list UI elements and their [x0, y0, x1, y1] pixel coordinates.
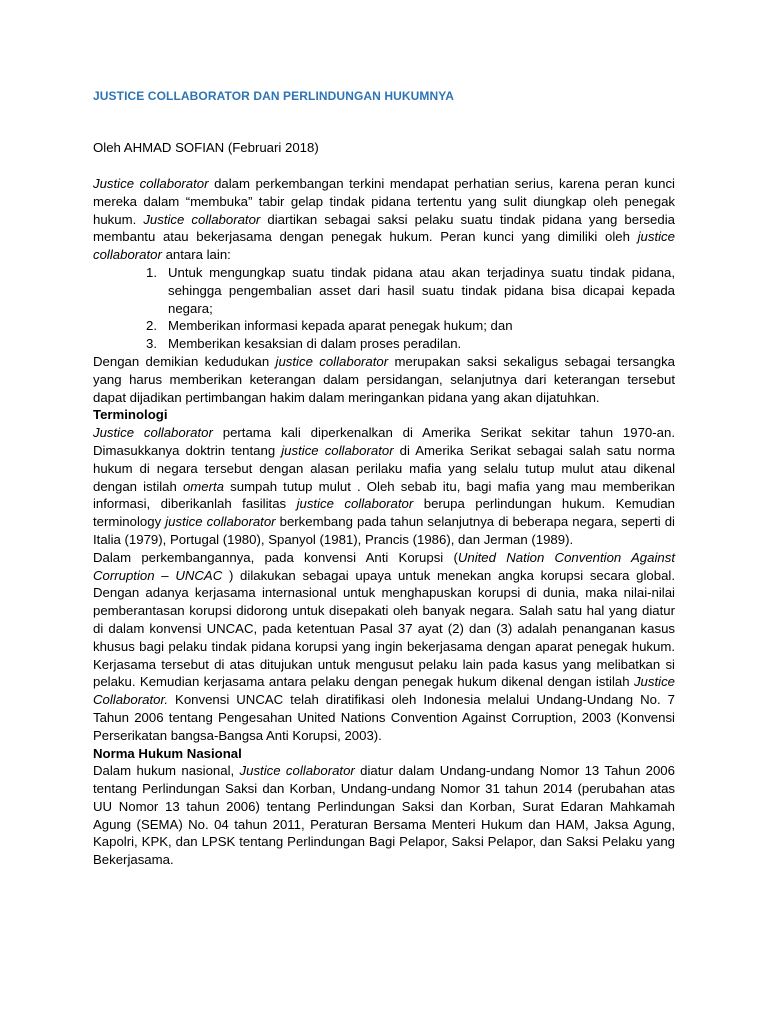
intro-paragraph: Justice collaborator dalam perkembangan terkini mendapat perhatian serius, karena peran kunci mereka dalam “membuka” tabir gelap tindak pidana tertentu yang sulit diungkap oleh penegak hukum. Justice collaborator diartikan sebagai saksi pelaku suatu tindak pidana yang bersedia membantu atau bekerjasama dengan penegak hukum. Peran kunci yang dimiliki oleh justice collaborator antara lain: [93, 176, 675, 263]
norma-paragraph-1: Dalam hukum nasional, Justice collaborator diatur dalam Undang-undang Nomor 13 Tahun 2006 tentang Perlindungan Saksi dan Korban, Undang-undang Nomor 31 tahun 2014 (perubahan atas UU Nomor 13 tahun 2006) tentang Perlindungan Saksi dan Korban, Surat Edaran Mahkamah Agung (SEMA) No. 04 tahun 2011, Peraturan Bersama Menteri Hukum dan HAM, Jaksa Agung, Kapolri, KPK, dan LPSK tentang Perlindungan Bagi Pelapor, Saksi Pelapor, dan Saksi Pelaku yang Bekerjasama. [93, 763, 675, 868]
after-list-paragraph: Dengan demikian kedudukan justice collaborator merupakan saksi sekaligus sebagai tersangka yang harus memberikan keterangan dalam persidangan, selanjutnya dari keterangan tersebut dapat dijadikan pertimbangan hakim dalam meringankan pidana yang akan dijatuhkan. [93, 353, 675, 405]
document-body [93, 175, 675, 869]
list-item: 3. Memberikan kesaksian di dalam proses peradilan. [146, 336, 462, 352]
section-heading-norma: Norma Hukum Nasional [93, 745, 242, 761]
section-heading-terminologi: Terminologi [93, 407, 168, 423]
roles-list [93, 264, 675, 353]
terminologi-paragraph-1: Justice collaborator pertama kali diperkenalkan di Amerika Serikat sekitar tahun 1970-an. Dimasukkanya doktrin tentang justice collaborator di Amerika Serikat sebagai salah satu norma hukum di negara tersebut dengan alasan perilaku mafia yang selalu tutup mulut atau dikenal dengan istilah omerta sumpah tutup mulut . Oleh sebab itu, bagi mafia yang mau memberikan informasi, diberikanlah fasilitas justice collaborator berupa perlindungan hukum. Kemudian terminology justice collaborator berkembang pada tahun selanjutnya di beberapa negara, seperti di Italia (1979), Portugal (1980), Spanyol (1981), Prancis (1986), dan Jerman (1989). [93, 425, 676, 547]
author-line: Oleh AHMAD SOFIAN (Februari 2018) [93, 140, 319, 155]
document-title: JUSTICE COLLABORATOR DAN PERLINDUNGAN HUKUMNYA [93, 89, 455, 103]
terminologi-paragraph-2: Dalam perkembangannya, pada konvensi Anti Korupsi (United Nation Convention Against Corruption – UNCAC ) dilakukan sebagai upaya untuk menekan angka korupsi secara global. Dengan adanya kerjasama internasional untuk menghapuskan korupsi di dunia, maka nilai-nilai pemberantasan korupsi didorong untuk disepakati oleh banyak negara. Salah satu hal yang diatur di dalam konvensi UNCAC, pada ketentuan Pasal 37 ayat (2) dan (3) adalah penanganan kasus khusus bagi pelaku tindak pidana korupsi yang ingin bekerjasama dengan aparat penegak hukum. Kerjasama tersebut di atas ditujukan untuk mengusut pelaku lain pada kasus yang melibatkan si pelaku. Kemudian kerjasama antara pelaku dengan penegak hukum dikenal dengan istilah Justice Collaborator. Konvensi UNCAC telah diratifikasi oleh Indonesia melalui Undang-Undang No. 7 Tahun 2006 tentang Pengesahan United Nations Convention Against Corruption, 2003 (Konvensi Perserikatan bangsa-Bangsa Anti Korupsi, 2003). [93, 549, 675, 743]
list-item: 1. Untuk mengungkap suatu tindak pidana atau akan terjadinya suatu tindak pidana, sehingga pengembalian asset dari hasil suatu tindak pidana bisa dicapai kepada negara; [146, 264, 675, 316]
list-item: 2. Memberikan informasi kepada aparat penegak hukum; dan [146, 318, 513, 334]
